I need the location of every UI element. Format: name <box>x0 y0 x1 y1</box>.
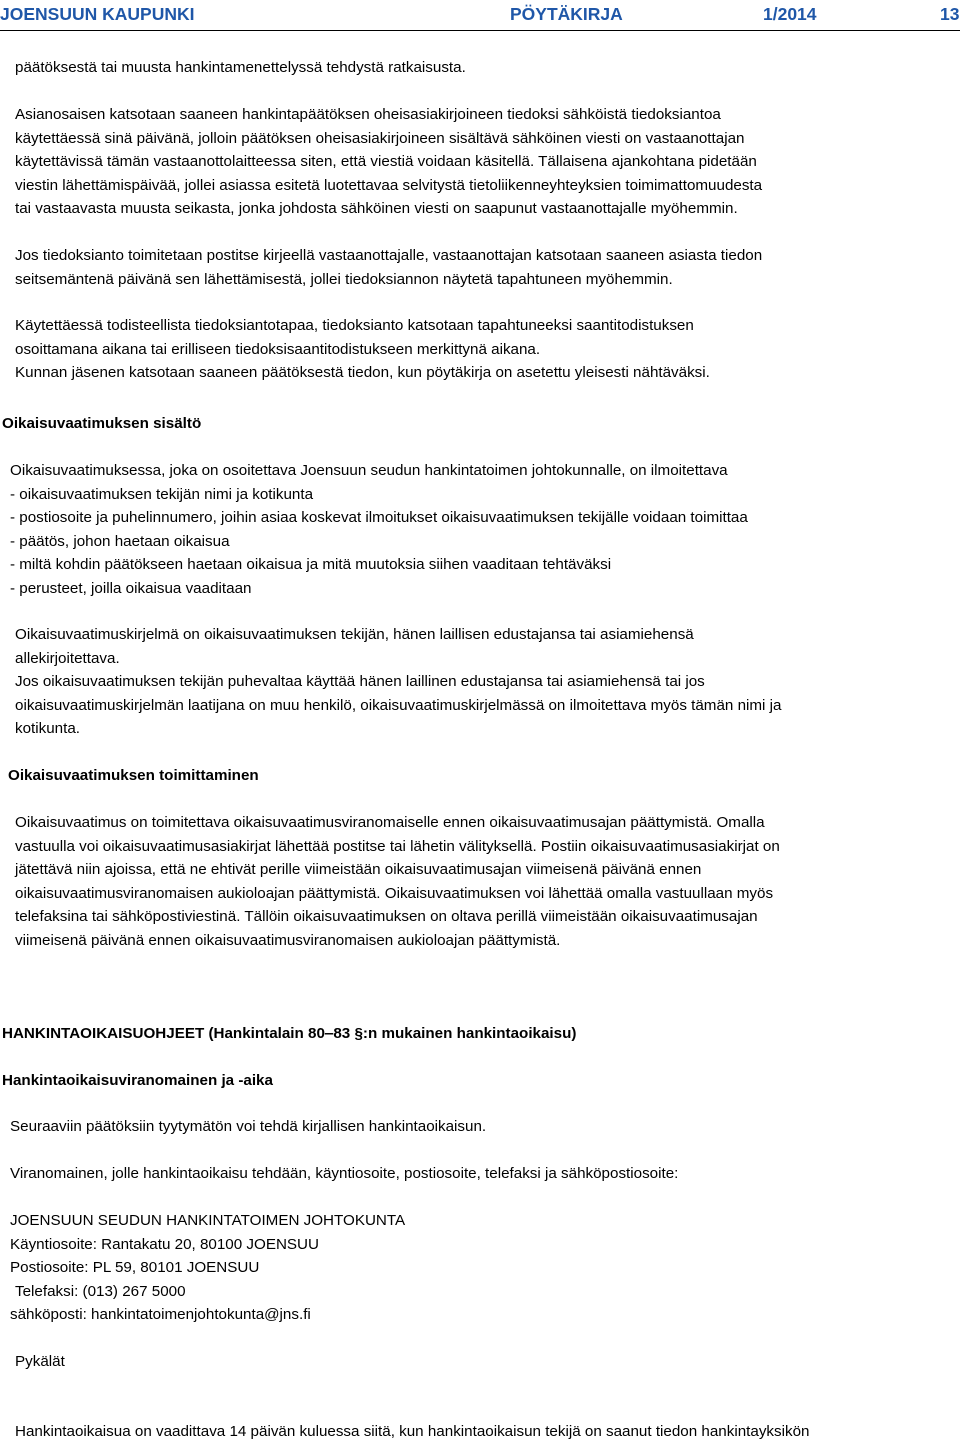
proof-notice-paragraph <box>15 314 710 385</box>
paragraph-line: Jos oikaisuvaatimuksen tekijän puhevaltaa käyttää hänen laillinen edustajansa tai asiamiehensä tai jos <box>15 673 705 690</box>
authority-intro: Viranomainen, jolle hankintaoikaisu tehdään, käyntiosoite, postiosoite, telefaksi ja sähköpostiosoite: <box>10 1165 679 1182</box>
paragraph-line: viimeisenä päivänä ennen oikaisuvaatimusviranomaisen aukioloajan päättymistä. <box>15 931 561 949</box>
delivery-paragraph <box>15 811 780 952</box>
authority-contact-block <box>10 1209 405 1327</box>
intro-tail-paragraph <box>15 56 466 80</box>
paragraph-line: päätöksestä tai muusta hankintamenettelyssä tehdystä ratkaisusta. <box>15 59 466 76</box>
list-item: Oikaisuvaatimuksessa, joka on osoitettava Joensuun seudun hankintatoimen johtokunnalle, on ilmoitettava <box>10 462 728 479</box>
paragraph-line: oikaisuvaatimuskirjelmän laatijana on muu henkilö, oikaisuvaatimuskirjelmässä on ilmoitettava myös tämän nimi ja <box>15 696 782 714</box>
page-header <box>0 0 960 30</box>
procurement-correction-heading: HANKINTAOIKAISUOHJEET (Hankintalain 80‒83 §:n mukainen hankintaoikaisu) <box>2 1025 577 1042</box>
authority-heading: Hankintaoikaisuviranomainen ja -aika <box>2 1072 273 1089</box>
paragraph-line: Oikaisuvaatimus on toimitettava oikaisuvaatimusviranomaiselle ennen oikaisuvaatimusajan päättymistä. Omalla <box>15 814 765 831</box>
paragraph-line: Asianosaisen katsotaan saaneen hankintapäätöksen oheisasiakirjoineen tiedoksi sähköistä tiedoksiantoa <box>15 106 721 123</box>
paragraph-line: kotikunta. <box>15 720 81 737</box>
postal-notice-paragraph <box>15 244 762 291</box>
electronic-notice-paragraph <box>15 103 762 221</box>
paragraph-line: Kunnan jäsenen katsotaan saaneen päätöksestä tiedon, kun pöytäkirja on asetettu yleisesti nähtäväksi. <box>15 364 710 381</box>
paragraph-line: viestin lähettämispäivää, jollei asiassa esitetä luotettavaa selvitystä tietoliikenneyhteyksien toimimattomuudesta <box>15 176 763 194</box>
list-item: - postiosoite ja puhelinnumero, joihin asiaa koskevat ilmoitukset oikaisuvaatimuksen tekijälle voidaan toimittaa <box>10 509 748 526</box>
paragraph-line: Jos tiedoksianto toimitetaan postitse kirjeellä vastaanottajalle, vastaanottajan katsotaan saaneen asiasta tiedon <box>15 247 763 264</box>
sections-label: Pykälät <box>15 1353 65 1370</box>
paragraph-line: oikaisuvaatimusviranomaisen aukioloajan päättymistä. Oikaisuvaatimuksen voi lähettää omalla vastuullaan myös <box>15 884 774 902</box>
email-address: sähköposti: hankintatoimenjohtokunta@jns.fi <box>10 1306 311 1323</box>
list-item: - miltä kohdin päätökseen haetaan oikaisua ja mitä muutoksia siihen vaaditaan tehtäväksi <box>10 556 612 573</box>
content-requirements-list <box>10 459 748 600</box>
paragraph-line: seitsemäntenä päivänä sen lähettämisestä, jollei tiedoksiannon näytetä tapahtuneen myöhemmin. <box>15 270 673 288</box>
fax-number: Telefaksi: (013) 267 5000 <box>15 1282 186 1300</box>
paragraph-line: tai vastaavasta muusta seikasta, jonka johdosta sähköinen viesti on saapunut vastaanottajalle myöhemmin. <box>15 200 738 217</box>
document-type: PÖYTÄKIRJA <box>510 4 623 24</box>
paragraph-line: telefaksina tai sähköpostiviestinä. Tällöin oikaisuvaatimuksen on oltava perillä viimeistään oikaisuvaatimusajan <box>15 908 758 925</box>
paragraph-line: vastuulla voi oikaisuvaatimusasiakirjat lähettää postitse tai lähetin välityksellä. Postiin oikaisuvaatimusasiakirjat on <box>15 837 780 855</box>
postal-address: Postiosoite: PL 59, 80101 JOENSUU <box>10 1259 260 1276</box>
paragraph-line: allekirjoitettava. <box>15 649 120 667</box>
content-heading: Oikaisuvaatimuksen sisältö <box>2 415 202 432</box>
decisions-line: Seuraaviin päätöksiin tyytymätön voi tehdä kirjallisen hankintaoikaisun. <box>10 1118 487 1135</box>
header-divider <box>0 30 960 31</box>
document-number: 1/2014 <box>763 4 817 24</box>
organization-name: JOENSUUN KAUPUNKI <box>0 4 195 24</box>
deadline-line: Hankintaoikaisua on vaadittava 14 päivän kuluessa siitä, kun hankintaoikaisun tekijä on saanut tiedon hankintayksikön <box>15 1423 810 1440</box>
delivery-heading: Oikaisuvaatimuksen toimittaminen <box>8 767 259 784</box>
paragraph-line: jätettävä niin ajoissa, että ne ehtivät perille viimeistään oikaisuvaatimusajan viimeisenä päivänä ennen <box>15 861 702 878</box>
paragraph-line: käytettäessä sinä päivänä, jolloin päätöksen oheisasiakirjoineen sisältävä sähköinen viesti on vastaanottajan <box>15 129 745 147</box>
page-number: 13 <box>940 4 960 24</box>
paragraph-line: Käytettäessä todisteellista tiedoksiantotapaa, tiedoksianto katsotaan tapahtuneeksi saantitodistuksen <box>15 317 694 334</box>
paragraph-line: Oikaisuvaatimuskirjelmä on oikaisuvaatimuksen tekijän, hänen laillisen edustajansa tai asiamiehensä <box>15 626 694 643</box>
signature-paragraph <box>15 623 781 741</box>
paragraph-line: osoittamana aikana tai erilliseen tiedoksisaantitodistukseen merkittynä aikana. <box>15 340 541 358</box>
list-item: - perusteet, joilla oikaisua vaaditaan <box>10 579 252 597</box>
list-item: - oikaisuvaatimuksen tekijän nimi ja kotikunta <box>10 485 314 503</box>
visit-address: Käyntiosoite: Rantakatu 20, 80100 JOENSUU <box>10 1235 319 1253</box>
paragraph-line: käytettävissä tämän vastaanottolaitteessa siten, että viestiä voidaan käsitellä. Tällaisena ajankohtana pidetään <box>15 153 757 170</box>
list-item: - päätös, johon haetaan oikaisua <box>10 532 230 550</box>
authority-name: JOENSUUN SEUDUN HANKINTATOIMEN JOHTOKUNTA <box>10 1212 406 1229</box>
